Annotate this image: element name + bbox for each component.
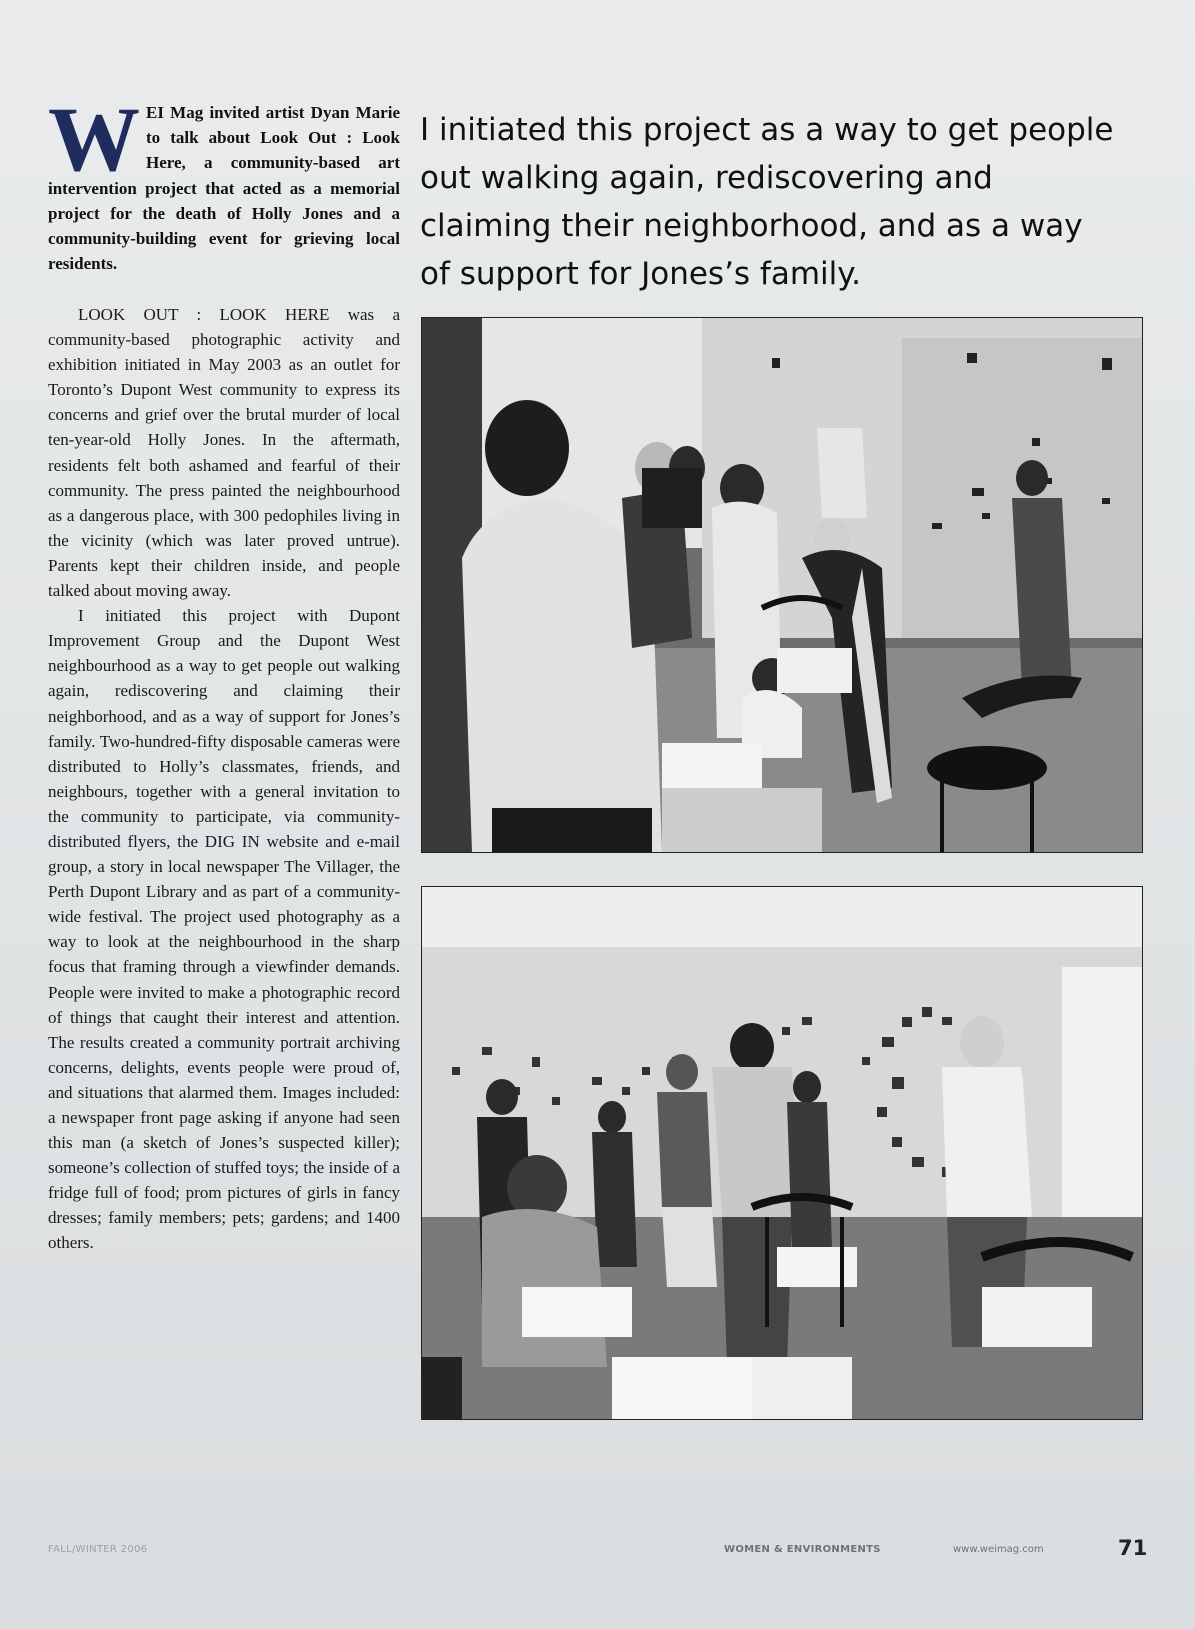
drop-cap: W	[48, 88, 140, 190]
footer-season: FALL/WINTER 2006	[48, 1544, 148, 1555]
page-number: 71	[1118, 1536, 1148, 1560]
page-footer	[0, 1536, 1195, 1566]
intro-text: EI Mag invited artist Dyan Marie to talk about Look Out : Look Here, a community-based art intervention project that acted as a memorial project for the death of Holly Jones and a community-building event for grieving local residents.	[48, 103, 400, 274]
body-paragraph-1: LOOK OUT : LOOK HERE was a community-based photographic activity and exhibition initiated in May 2003 as an outlet for Toronto’s Dupont West community to express its concerns and grief over the brutal murder of local ten-year-old Holly Jones. In the aftermath, residents felt both ashamed and fearful of their community. The press painted the neighbourhood as a dangerous place, with 300 pedophiles living in the vicinity (which was later proved untrue). Parents kept their children inside, and people talked about moving away.	[48, 305, 400, 601]
intro-paragraph	[48, 88, 400, 276]
pull-quote: I initiated this project as a way to get people out walking again, rediscovering and claiming their neighborhood, and as a way of support for Jones’s family.	[420, 112, 1114, 292]
article-body	[48, 302, 400, 1256]
photo-exhibition-visitors	[421, 886, 1143, 1420]
footer-url: www.weimag.com	[953, 1544, 1044, 1555]
body-paragraph-2: I initiated this project with Dupont Improvement Group and the Dupont West neighbourhood as a way to get people out walking again, rediscovering and claiming their neighborhood, and as a way of support for Jones’s family. Two-hundred-fifty disposable cameras were distributed to Holly’s classmates, friends, and neighbours, together with a general invitation to the community to participate, via community-distributed flyers, the DIG IN website and e-mail group, a story in local newspaper The Villager, the Perth Dupont Library and as part of a community-wide festival. The project used photography as a way to look at the neighbourhood in the sharp focus that framing through a viewfinder demands. People were invited to make a photographic record of things that caught their interest and attention. The results created a community portrait archiving concerns, delights, events people were proud of, and situations that alarmed them. Images included: a newspaper front page asking if anyone had seen this man (a sketch of Jones’s suspected killer); someone’s collection of stuffed toys; the inside of a fridge full of food; prom pictures of girls in fancy dresses; family members; pets; gardens; and 1400 others.	[48, 606, 400, 1253]
footer-magazine: WOMEN & ENVIRONMENTS	[724, 1544, 881, 1555]
photo-gallery-installation	[421, 317, 1143, 853]
